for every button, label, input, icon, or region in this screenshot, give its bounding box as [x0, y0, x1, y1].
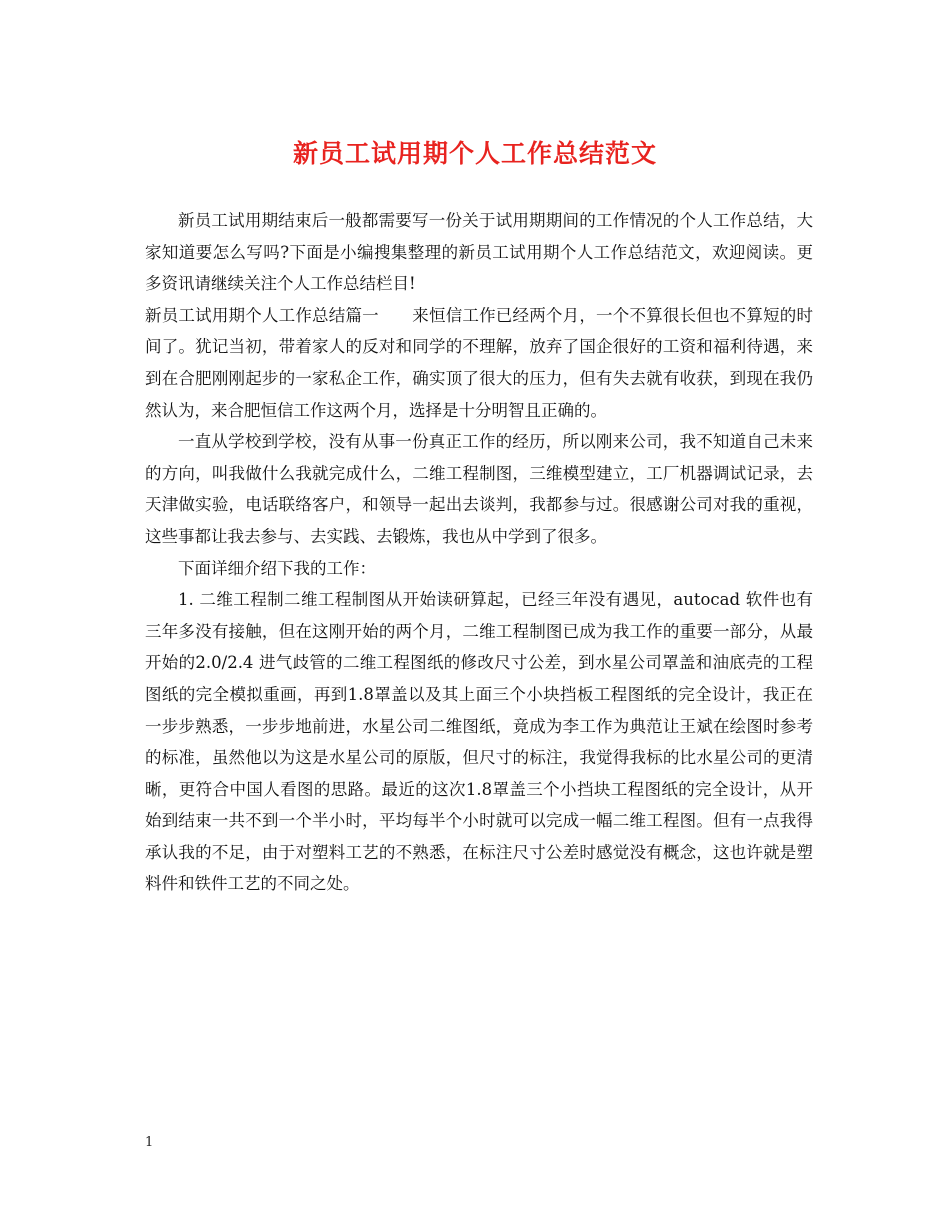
document-body: [145, 205, 813, 900]
work-intro-paragraph: 下面详细介绍下我的工作：: [178, 558, 376, 578]
document-title: 新员工试用期个人工作总结范文: [292, 139, 657, 168]
drafting-paragraph: 1. 二维工程制二维工程制图从开始读研算起，已经三年没有遇见，autocad 软件也有三年多没有接触，但在这刚开始的两个月，二维工程制图已成为我工作的重要一部分，从最开始的2.0/2.4 进气歧管的二维工程图纸的修改尺寸公差，到水星公司罩盖和油底壳的工程图纸的完全模拟重画，再到1.8罩盖以及其上面三个小块挡板工程图纸的完全设计，我正在一步步熟悉，一步步地前进，水星公司二维图纸，竟成为李工作为典范让王斌在绘图时参考的标准，虽然他以为这是水星公司的原版，但尺寸的标注，我觉得我标的比水星公司的更清晰，更符合中国人看图的思路。最近的这次1.8罩盖三个小挡块工程图纸的完全设计，从开始到结束一共不到一个半小时，平均每半个小时就可以完成一幅二维工程图。但有一点我得承认我的不足，由于对塑料工艺的不熟悉，在标注尺寸公差时感觉没有概念，这也许就是塑料件和铁件工艺的不同之处。: [145, 590, 813, 894]
experience-paragraph: 一直从学校到学校，没有从事一份真正工作的经历，所以刚来公司，我不知道自己未来的方向，叫我做什么我就完成什么，二维工程制图，三维模型建立，工厂机器调试记录，去天津做实验，电话联络客户，和领导一起出去谈判，我都参与过。很感谢公司对我的重视，这些事都让我去参与、去实践、去锻炼，我也从中学到了很多。: [145, 432, 813, 546]
section-one-paragraph: 新员工试用期个人工作总结篇一 来恒信工作已经两个月，一个不算很长但也不算短的时间了。犹记当初，带着家人的反对和同学的不理解，放弃了国企很好的工资和福利待遇，来到在合肥刚刚起步的一家私企工作，确实顶了很大的压力，但有失去就有收获，到现在我仍然认为，来合肥恒信工作这两个月，选择是十分明智且正确的。: [145, 305, 813, 420]
page-number: 1: [145, 1135, 154, 1150]
intro-paragraph: 新员工试用期结束后一般都需要写一份关于试用期期间的工作情况的个人工作总结，大家知道要怎么写吗?下面是小编搜集整理的新员工试用期个人工作总结范文，欢迎阅读。更多资讯请继续关注个人工作总结栏目!: [145, 211, 813, 294]
